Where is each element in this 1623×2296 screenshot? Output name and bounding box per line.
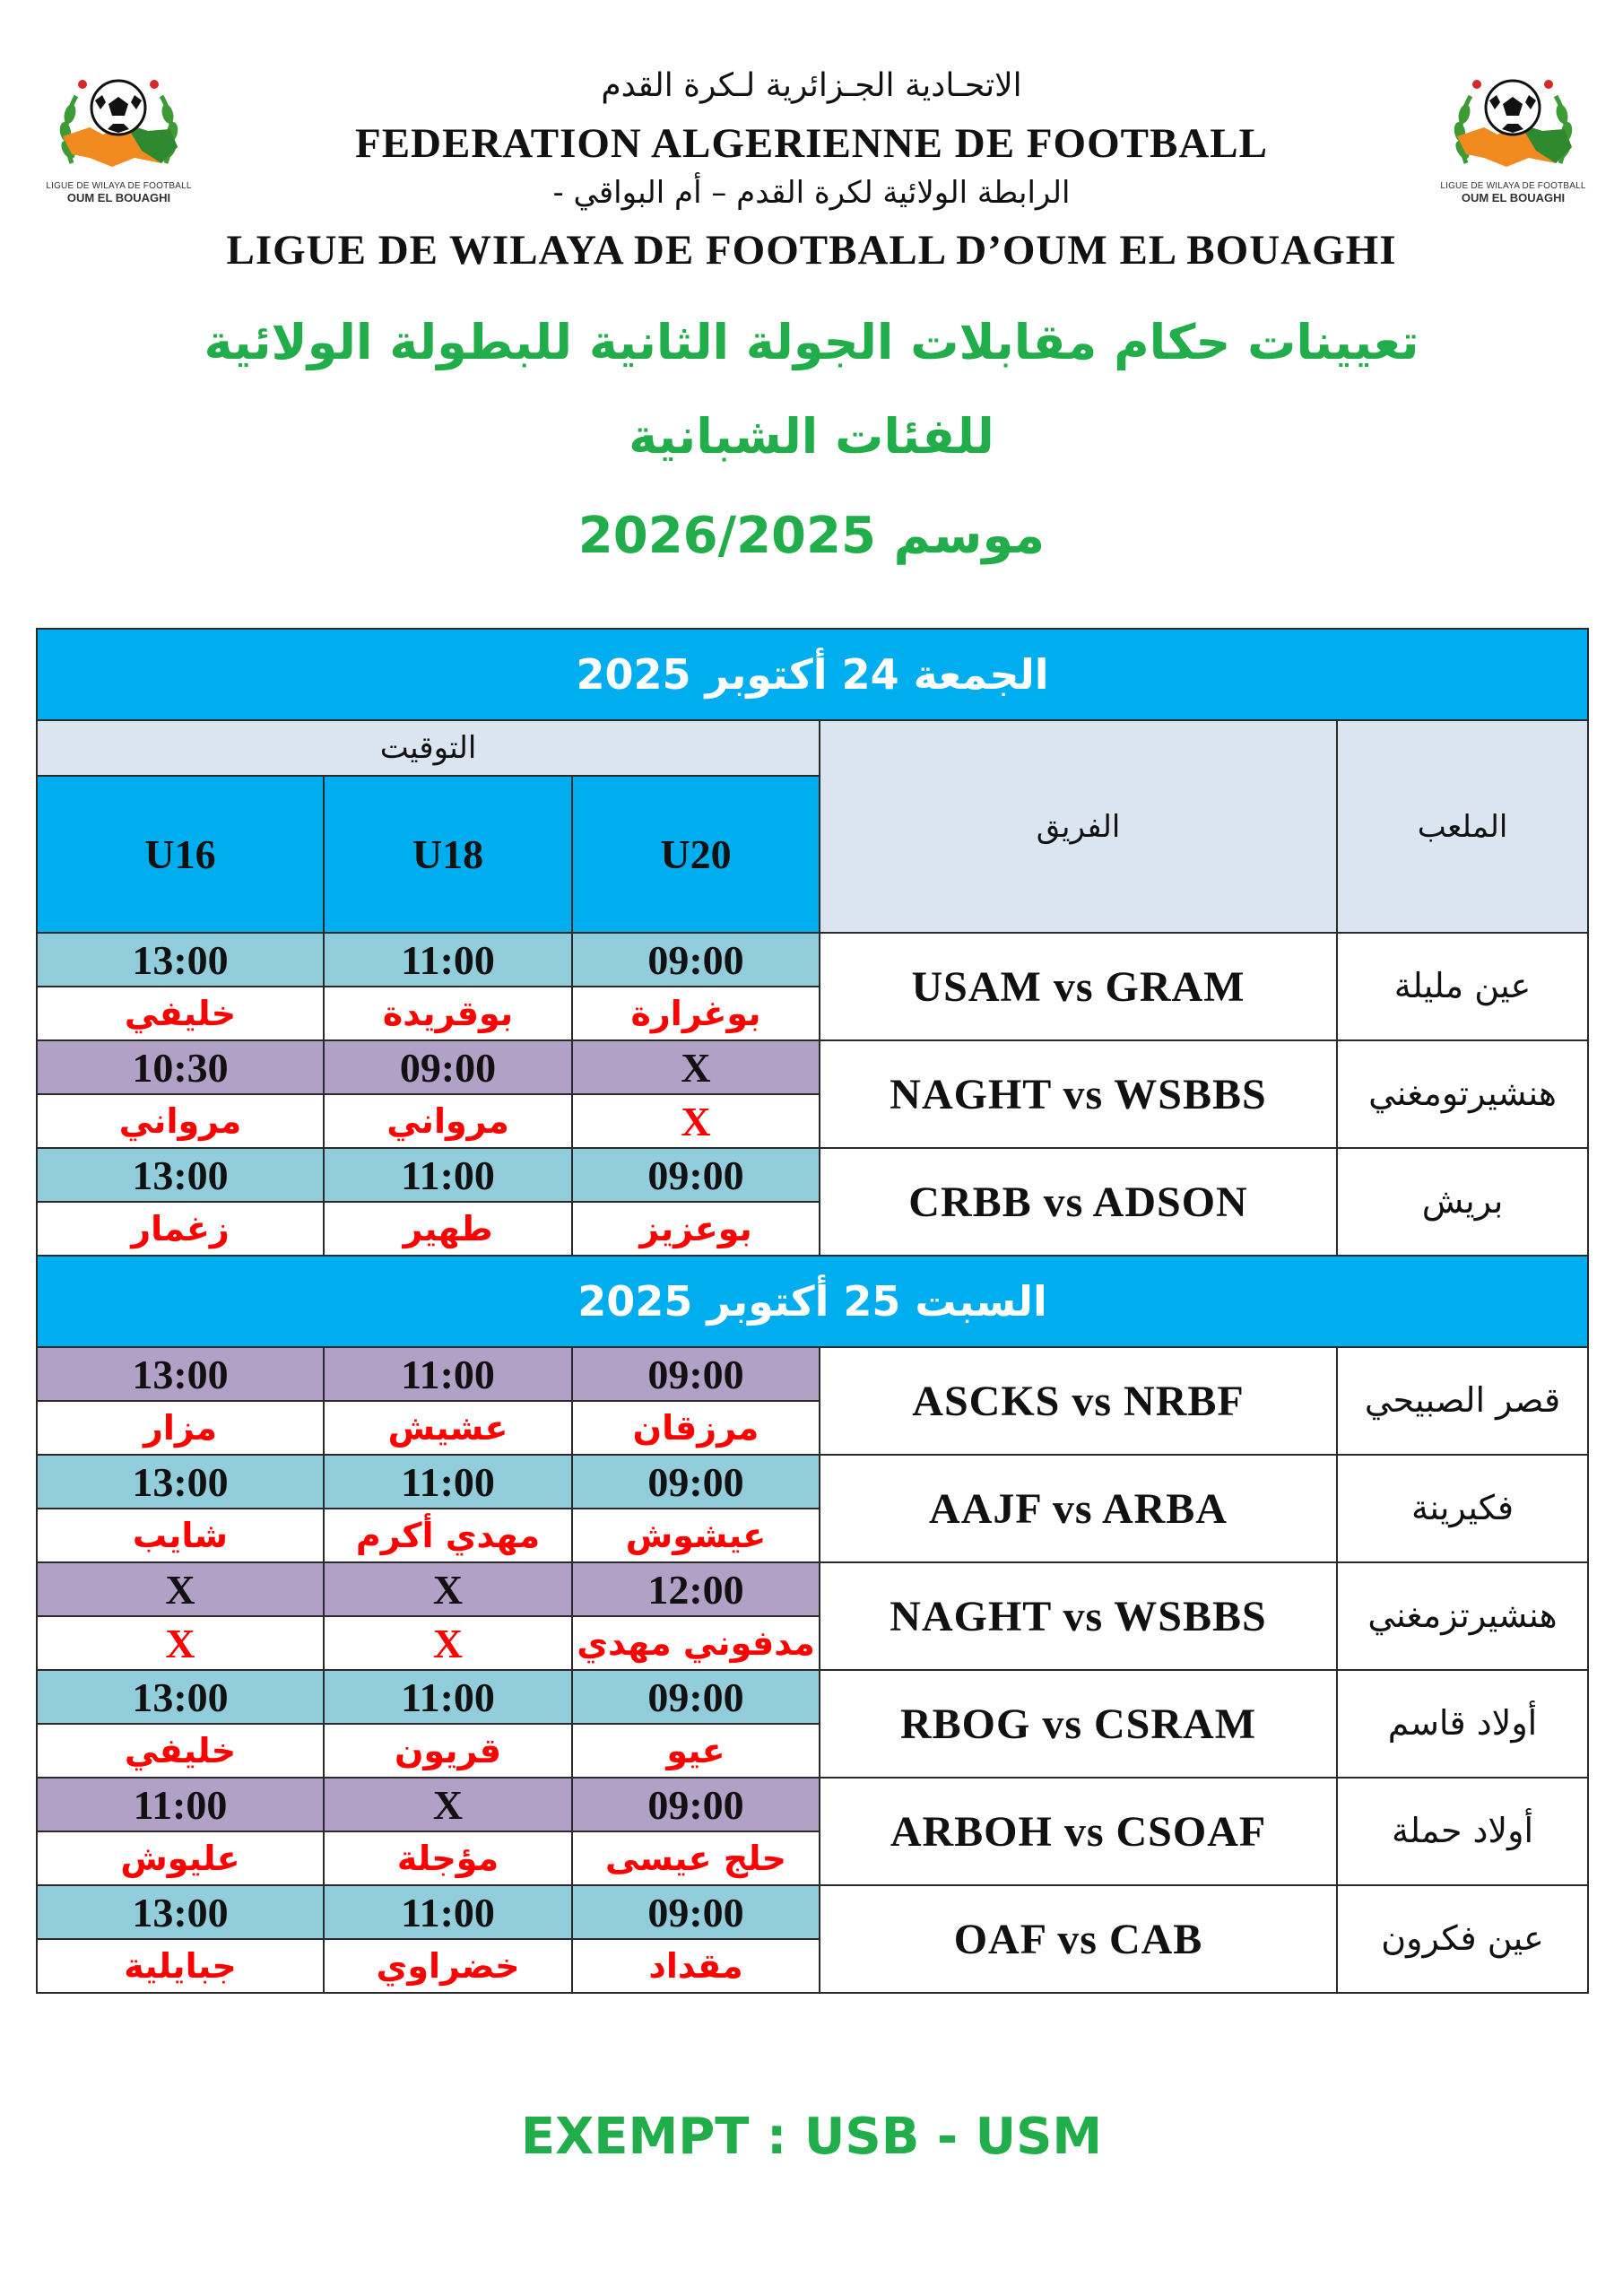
referee-name: عليوش [37, 1831, 324, 1885]
day-label: الجمعة 24 أكتوبر 2025 [37, 629, 1588, 720]
column-header-row [37, 720, 1588, 776]
kickoff-time: 09:00 [572, 1670, 820, 1724]
kickoff-time: 13:00 [37, 1885, 324, 1939]
kickoff-time: 11:00 [324, 933, 572, 987]
match-teams: NAGHT vs WSBBS [820, 1562, 1337, 1670]
kickoff-time: 09:00 [572, 1455, 820, 1509]
referee-name: مقداد [572, 1939, 820, 1993]
referee-name: زغمار [37, 1202, 324, 1256]
stadium-name: بريش [1337, 1148, 1588, 1256]
referee-name: عشيش [324, 1401, 572, 1455]
logo-caption-line2: OUM EL BOUAGHI [1461, 191, 1566, 204]
category-header: U18 [324, 776, 572, 933]
kickoff-time: 09:00 [572, 933, 820, 987]
kickoff-time: 13:00 [37, 1670, 324, 1724]
match-time-row [37, 1148, 1588, 1202]
referee-name: X [324, 1616, 572, 1670]
category-header: U16 [37, 776, 324, 933]
match-time-row [37, 1778, 1588, 1831]
kickoff-time: 09:00 [572, 1778, 820, 1831]
kickoff-time: 09:00 [572, 1347, 820, 1401]
kickoff-time: X [324, 1562, 572, 1616]
match-time-row [37, 1670, 1588, 1724]
exempt-teams: EXEMPT : USB - USM [520, 2108, 1103, 2166]
document-title: تعيينات حكام مقابلات الجولة الثانية للبطولة الولائية [204, 314, 1419, 370]
category-header: U20 [572, 776, 820, 933]
referee-name: خليفي [37, 987, 324, 1040]
kickoff-time: 13:00 [37, 1148, 324, 1202]
kickoff-time: 11:00 [37, 1778, 324, 1831]
kickoff-time: 13:00 [37, 933, 324, 987]
stadium-name: هنشيرتزمغني [1337, 1562, 1588, 1670]
logo-caption-line1: LIGUE DE WILAYA DE FOOTBALL [46, 181, 192, 191]
kickoff-time: 11:00 [324, 1347, 572, 1401]
referee-name: مرزقان [572, 1401, 820, 1455]
stadium-name: أولاد قاسم [1337, 1670, 1588, 1778]
kickoff-time: 13:00 [37, 1455, 324, 1509]
match-teams: NAGHT vs WSBBS [820, 1040, 1337, 1148]
match-time-row [37, 933, 1588, 987]
referee-name: مرواني [37, 1094, 324, 1148]
league-name-fr: LIGUE DE WILAYA DE FOOTBALL D’OUM EL BOUAGHI [226, 227, 1397, 274]
logo-caption-line1: LIGUE DE WILAYA DE FOOTBALL [1440, 181, 1586, 191]
season-label: موسم 2026/2025 [577, 507, 1046, 565]
referee-name: بوقريدة [324, 987, 572, 1040]
referee-name: X [572, 1094, 820, 1148]
kickoff-time: 11:00 [324, 1885, 572, 1939]
referee-name: جبايلية [37, 1939, 324, 1993]
referee-name: حلج عيسى [572, 1831, 820, 1885]
match-time-row [37, 1562, 1588, 1616]
match-teams: ARBOH vs CSOAF [820, 1778, 1337, 1885]
referee-name: مهدي أكرم [324, 1509, 572, 1562]
kickoff-time: 11:00 [324, 1148, 572, 1202]
day-header-row [37, 1256, 1588, 1347]
referee-name: عيو [572, 1724, 820, 1778]
referee-name: بوغرارة [572, 987, 820, 1040]
stadium-column-header: الملعب [1337, 720, 1588, 933]
day-label: السبت 25 أكتوبر 2025 [37, 1256, 1588, 1347]
stadium-name: قصر الصبيحي [1337, 1347, 1588, 1455]
league-name-ar: الرابطة الولائية لكرة القدم – أم البواقي - [552, 175, 1071, 211]
kickoff-time: 12:00 [572, 1562, 820, 1616]
referee-name: مؤجلة [324, 1831, 572, 1885]
referee-name: مزار [37, 1401, 324, 1455]
time-column-header: التوقيت [37, 720, 820, 776]
match-time-row [37, 1455, 1588, 1509]
match-teams: RBOG vs CSRAM [820, 1670, 1337, 1778]
federation-name-fr: FEDERATION ALGERIENNE DE FOOTBALL [354, 120, 1268, 167]
kickoff-time: 11:00 [324, 1455, 572, 1509]
match-teams: AAJF vs ARBA [820, 1455, 1337, 1562]
referee-name: مدفوني مهدي [572, 1616, 820, 1670]
stadium-name: عين فكرون [1337, 1885, 1588, 1993]
referee-name: قريون [324, 1724, 572, 1778]
kickoff-time: 09:00 [572, 1885, 820, 1939]
referee-name: بوعزيز [572, 1202, 820, 1256]
match-teams: CRBB vs ADSON [820, 1148, 1337, 1256]
stadium-name: فكيرينة [1337, 1455, 1588, 1562]
kickoff-time: X [572, 1040, 820, 1094]
kickoff-time: X [324, 1778, 572, 1831]
match-teams: OAF vs CAB [820, 1885, 1337, 1993]
kickoff-time: X [37, 1562, 324, 1616]
match-time-row [37, 1040, 1588, 1094]
logo-caption-line2: OUM EL BOUAGHI [66, 191, 171, 204]
kickoff-time: 10:30 [37, 1040, 324, 1094]
kickoff-time: 13:00 [37, 1347, 324, 1401]
referee-name: X [37, 1616, 324, 1670]
match-time-row [37, 1347, 1588, 1401]
federation-name-ar: الاتحـادية الجـزائرية لـكرة القدم [601, 67, 1022, 104]
referee-assignment-table [36, 628, 1589, 1994]
referee-name: شايب [37, 1509, 324, 1562]
kickoff-time: 09:00 [572, 1148, 820, 1202]
day-header-row [37, 629, 1588, 720]
kickoff-time: 09:00 [324, 1040, 572, 1094]
stadium-name: هنشيرتومغني [1337, 1040, 1588, 1148]
referee-name: طهير [324, 1202, 572, 1256]
referee-name: خليفي [37, 1724, 324, 1778]
document-subtitle: للفئات الشبانية [629, 408, 994, 465]
match-teams: ASCKS vs NRBF [820, 1347, 1337, 1455]
table-body [37, 629, 1588, 1993]
match-time-row [37, 1885, 1588, 1939]
kickoff-time: 11:00 [324, 1670, 572, 1724]
referee-name: مرواني [324, 1094, 572, 1148]
stadium-name: عين مليلة [1337, 933, 1588, 1040]
match-teams: USAM vs GRAM [820, 933, 1337, 1040]
referee-name: عيشوش [572, 1509, 820, 1562]
referee-name: خضراوي [324, 1939, 572, 1993]
team-column-header: الفريق [820, 720, 1337, 933]
stadium-name: أولاد حملة [1337, 1778, 1588, 1885]
